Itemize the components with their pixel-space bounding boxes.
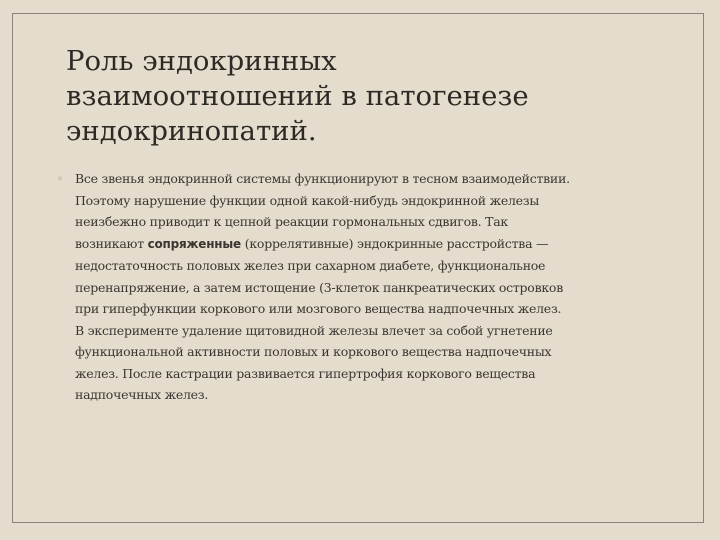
- body-line-4-prefix: возникают: [75, 235, 148, 251]
- body-line-5: недостаточность половых желез при сахарном диабете, функциональное: [75, 258, 546, 273]
- body-line-3: неизбежно приводит к цепной реакции гормональных сдвигов. Так: [75, 214, 508, 229]
- title-line-1: Роль эндокринных: [66, 45, 337, 77]
- body-line-2: Поэтому нарушение функции одной какой-нибудь эндокринной железы: [75, 192, 540, 208]
- title-line-2: взаимоотношений в патогенезе: [66, 80, 529, 112]
- slide-title: [66, 44, 666, 149]
- title-line-3: эндокринопатий.: [66, 115, 317, 147]
- body-text: [75, 168, 695, 406]
- body-line-11: надпочечных желез.: [75, 387, 209, 402]
- body-line-4: [75, 233, 695, 256]
- body-line-1: Все звенья эндокринной системы функционируют в тесном взаимодействии.: [75, 171, 570, 186]
- body-line-6: перенапряжение, а затем истощение (3-клеток панкреатических островков: [75, 279, 563, 295]
- body-line-10: желез. После кастрации развивается гипертрофия коркового вещества: [75, 365, 536, 381]
- body-line-7: при гиперфункции коркового или мозгового вещества надпочечных желез.: [75, 301, 562, 316]
- emphasized-term: сопряженные: [147, 236, 241, 251]
- body-line-4-suffix: (коррелятивные) эндокринные расстройства —: [241, 235, 549, 251]
- body-line-8: В эксперименте удаление щитовидной железы влечет за собой угнетение: [75, 322, 553, 338]
- bullet-marker-icon: ◦: [57, 174, 63, 185]
- body-line-9: функциональной активности половых и коркового вещества надпочечных: [75, 344, 552, 359]
